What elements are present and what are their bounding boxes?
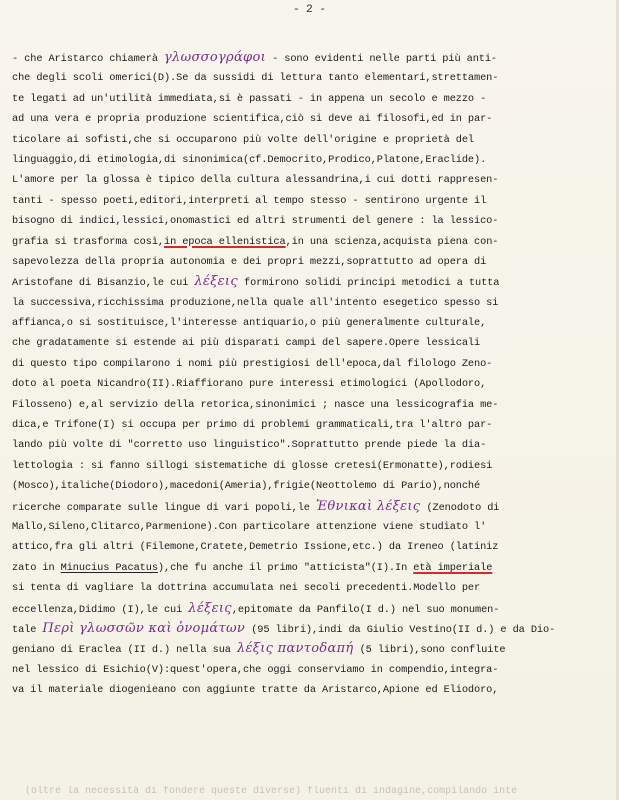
text-line — [12, 558, 612, 578]
text-line — [12, 252, 612, 272]
text-line — [12, 537, 612, 557]
text-line — [12, 109, 612, 129]
text-line — [12, 272, 612, 292]
text-line — [12, 232, 612, 252]
text-line — [12, 293, 612, 313]
text-line — [12, 599, 612, 619]
text-segment: tanti - spesso poeti,editori,interpreti al tempo stesso - sentirono urgente il — [12, 194, 487, 207]
text-line — [12, 68, 612, 88]
text-segment: di questo tipo compilarono i nomi più prestigiosi dell'epoca,dal filologo Zeno- — [12, 357, 493, 370]
text-segment: ticolare ai sofisti,che si occuparono più volte dell'origine e proprietà del — [12, 133, 475, 146]
text-line — [12, 150, 612, 170]
text-segment: Aristofane di Bisanzio,le cui — [12, 277, 195, 290]
text-line — [12, 578, 612, 598]
text-line — [12, 619, 612, 639]
text-line — [12, 517, 612, 537]
page-number: - 2 - — [292, 4, 326, 16]
text-line — [12, 639, 612, 659]
text-segment: la successiva,ricchissima produzione,nella quale all'intento esegetico spesso si — [12, 296, 499, 309]
text-line — [12, 415, 612, 435]
text-line — [12, 374, 612, 394]
text-segment: eccellenza,Didimo (I),le cui — [12, 603, 189, 616]
text-segment: formirono solidi principi metodici a tutta — [237, 277, 500, 290]
text-segment: che degli scoli omerici(D).Se da sussidi di lettura tanto elementari,strettamen- — [12, 72, 499, 85]
text-segment: dica,e Trifone(I) si occupa per primo di problemi grammaticali,tra l'altro par- — [12, 419, 493, 432]
text-segment: linguaggio,di etimologia,di sinonimica(cf.Democrito,Prodico,Platone,Eraclide). — [12, 153, 487, 166]
text-line — [12, 476, 612, 496]
text-segment: nel lessico di Esichio(V):quest'opera,che oggi conserviamo in compendio,integra- — [12, 663, 499, 676]
text-segment: ,epitomate da Panfilo(I d.) nel suo monumen- — [231, 603, 500, 616]
text-segment: L'amore per la glossa è tipico della cultura alessandrina,i cui dotti rappresen- — [12, 174, 499, 187]
bleed-through-text: (oltre la necessità di fondere queste diverse) fluenti di indagine,compilando inte — [25, 786, 518, 797]
text-line — [12, 395, 612, 415]
text-segment: bisogno di indici,lessici,onomastici ed altri strumenti del genere : la lessico- — [12, 215, 499, 228]
text-segment: lettologia : si fanno sillogi sistematiche di glosse cretesi(Ermonatte),rodiesi — [12, 459, 493, 472]
text-line — [12, 191, 612, 211]
text-line — [12, 313, 612, 333]
text-segment: ,in una scienza,acquista piena con- — [285, 235, 499, 248]
text-segment: ricerche comparate sulle lingue di vari popoli,le — [12, 501, 316, 514]
text-segment: lando più volte di "corretto uso linguistico".Soprattutto prende piede la dia- — [12, 439, 487, 452]
text-segment: - sono evidenti nelle parti più anti- — [266, 53, 498, 65]
text-segment: grafia si trasforma così, — [12, 235, 164, 248]
text-segment: te legati ad un'utilità immediata,si è passati - in appena un secolo e mezzo - — [12, 92, 487, 105]
greek-handwritten-term: λέξεις — [194, 274, 238, 290]
text-segment: (Zenodoto di — [420, 501, 500, 514]
text-line — [12, 170, 612, 190]
text-line — [12, 333, 612, 353]
text-line — [12, 48, 612, 68]
text-line — [12, 660, 612, 680]
text-line — [12, 497, 612, 517]
greek-handwritten-term: Περὶ γλωσσῶν καὶ ὀνομάτων — [42, 620, 246, 636]
text-segment: tale — [12, 623, 43, 636]
text-line — [12, 435, 612, 455]
text-segment: (5 libri),sono confluite — [353, 644, 506, 657]
text-line — [12, 680, 612, 700]
text-segment: - che Aristarco chiamerà — [12, 53, 164, 65]
text-segment: si tenta di vagliare la dottrina accumulata nei secoli precedenti.Modello per — [12, 582, 481, 595]
underlined-phrase: età imperiale — [413, 561, 493, 574]
underlined-phrase: in epoca ellenistica — [163, 235, 286, 248]
greek-handwritten-term: Ἐθνικαὶ λέξεις — [315, 498, 421, 514]
text-segment: ),che fu anche il primo "atticista"(I).In — [157, 561, 414, 574]
body-text — [12, 48, 612, 701]
text-segment: va il materiale diogenieano con aggiunte tratte da Aristarco,Apione ed Eliodoro, — [12, 684, 499, 697]
text-segment: attico,fra gli altri (Filemone,Cratete,Demetrio Issione,etc.) da Ireneo (latiniz — [12, 541, 499, 554]
text-segment: sapevolezza della propria autonomia e dei propri mezzi,soprattutto ad opera di — [12, 255, 487, 268]
underlined-name: Minucius Pacatus — [60, 561, 158, 574]
greek-handwritten-term: λέξεις — [188, 600, 232, 616]
text-line — [12, 211, 612, 231]
text-line — [12, 89, 612, 109]
text-segment: Mallo,Sileno,Clitarco,Parmenione).Con particolare attenzione viene studiato l' — [12, 520, 487, 533]
greek-handwritten-term: λέξις παντοδαπή — [236, 641, 354, 657]
text-segment: ad una vera e propria produzione scientifica,ciò si deve ai filosofi,ed in par- — [12, 113, 493, 126]
text-line — [12, 456, 612, 476]
text-segment: affianca,o si sostituisce,l'interesse antiquario,o più generalmente culturale, — [12, 317, 487, 330]
text-segment: (95 libri),indi da Giulio Vestino(II d.) e da Dio- — [245, 623, 556, 636]
text-line — [12, 130, 612, 150]
text-segment: che gradatamente si estende ai più disparati campi del sapere.Opere lessicali — [12, 337, 481, 350]
text-segment: doto al poeta Nicandro(II).Riaffiorano pure interessi etimologici (Apollodoro, — [12, 378, 487, 391]
text-line — [12, 354, 612, 374]
text-segment: (Mosco),italiche(Diodoro),macedoni(Ameria),frigie(Neottolemo di Pario),nonché — [12, 480, 481, 493]
text-segment: zato in — [12, 561, 61, 574]
text-segment: Filosseno) e,al servizio della retorica,sinonimici ; nasce una lessicografia me- — [12, 398, 499, 411]
text-segment: geniano di Eraclea (II d.) nella sua — [12, 644, 237, 657]
greek-handwritten-term: γλωσσογράφοι — [163, 50, 266, 65]
